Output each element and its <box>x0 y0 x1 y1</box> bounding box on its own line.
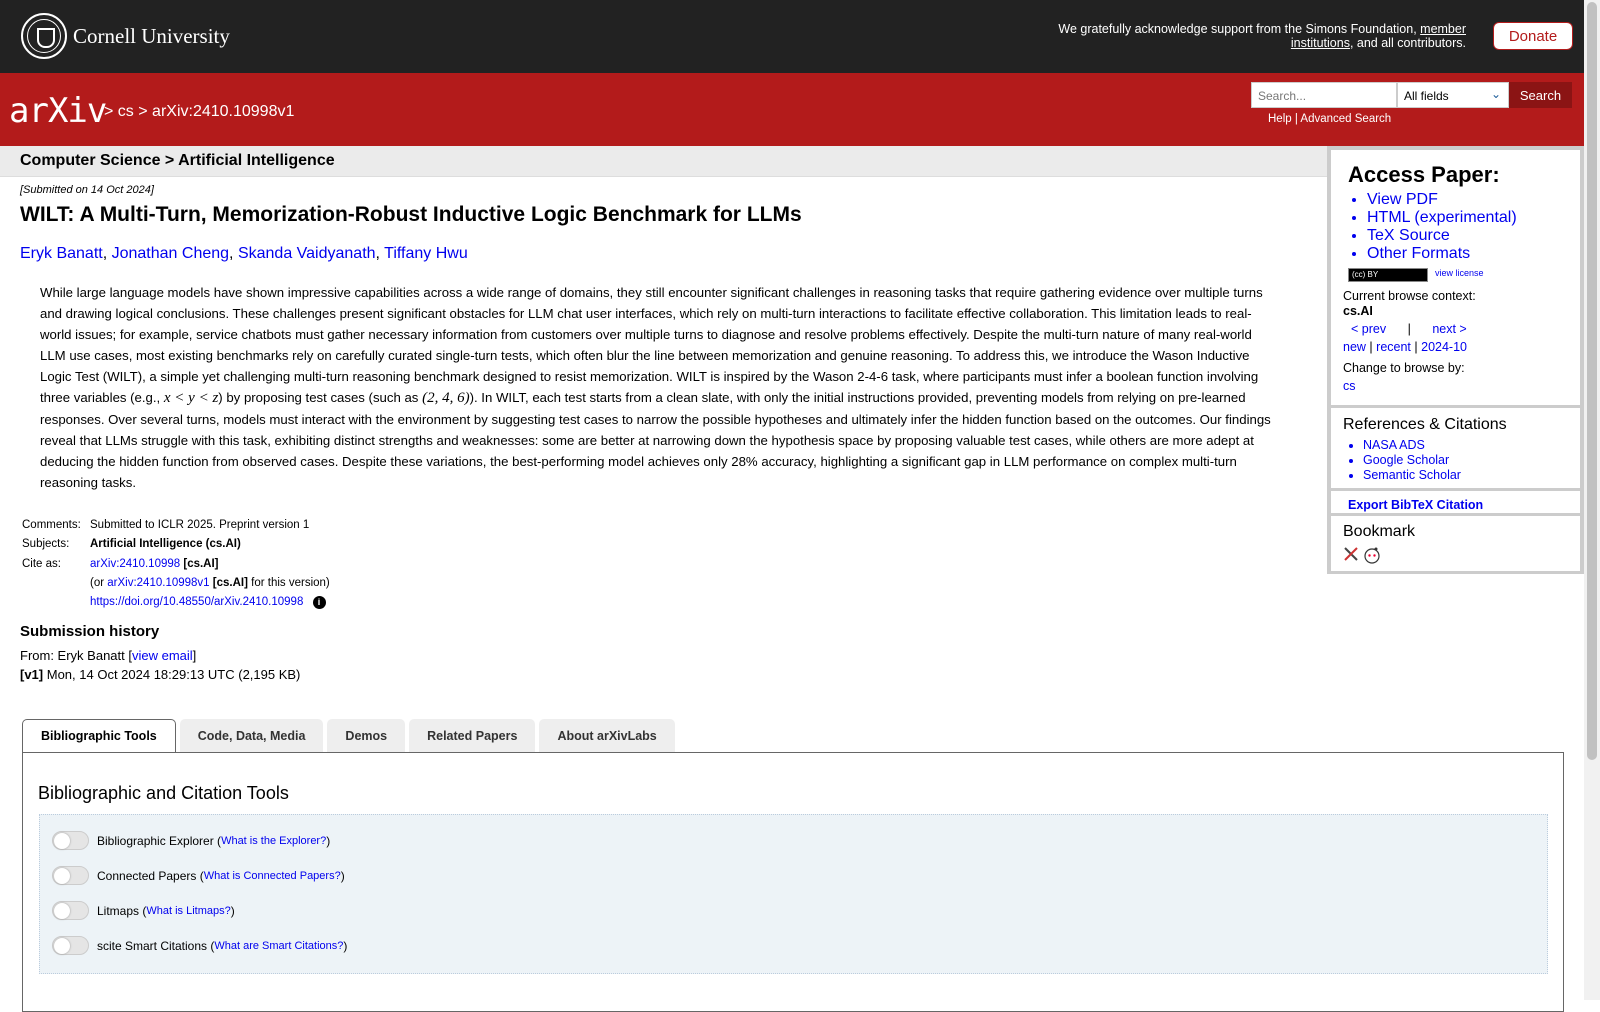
member-institutions-link[interactable]: member institutions <box>1290 22 1466 50</box>
export-bibtex-link[interactable]: Export BibTeX Citation <box>1348 498 1484 512</box>
new-link[interactable]: new <box>1343 340 1366 354</box>
cornell-header <box>0 0 1584 73</box>
prev-link[interactable]: < prev <box>1351 322 1387 336</box>
author-link[interactable]: Jonathan Cheng <box>111 245 230 262</box>
cite-label: Cite as: <box>22 557 61 570</box>
author-link[interactable]: Tiffany Hwu <box>384 245 468 262</box>
tool-help-link[interactable]: What is Litmaps? <box>146 904 231 917</box>
toggle-switch[interactable] <box>52 831 89 850</box>
submitted-date: [Submitted on 14 Oct 2024] <box>20 184 154 196</box>
reddit-icon[interactable] <box>1365 548 1379 564</box>
labs-tabs <box>22 719 679 753</box>
tools-list <box>39 814 1548 974</box>
tab-related-papers[interactable]: Related Papers <box>409 719 535 752</box>
author-list: Eryk Banatt, Jonathan Cheng, Skanda Vaidyanath, Tiffany Hwu <box>20 245 468 262</box>
bibsonomy-icon[interactable] <box>1345 548 1357 560</box>
search-input[interactable]: Search... <box>1251 82 1397 108</box>
bookmark-title: Bookmark <box>1343 523 1416 540</box>
arxiv-logo[interactable]: arXiv <box>9 91 107 131</box>
submission-history-title: Submission history <box>20 623 160 640</box>
tool-scite: scite Smart Citations ( What are Smart Citations? ) <box>52 936 347 955</box>
other-formats-link[interactable]: • Other Formats <box>1367 245 1517 263</box>
version-v1: [v1] Mon, 14 Oct 2024 18:29:13 UTC (2,195 KB) <box>20 667 301 682</box>
comments-value: Submitted to ICLR 2025. Preprint version 1 <box>90 518 310 531</box>
nasa-ads-link[interactable]: • NASA ADS <box>1363 438 1461 453</box>
doi-link[interactable]: https://doi.org/10.48550/arXiv.2410.10998 <box>90 596 304 609</box>
info-icon[interactable]: i <box>313 596 326 609</box>
subject-header <box>0 146 1328 177</box>
author-link[interactable]: Eryk Banatt <box>20 245 103 262</box>
donate-button[interactable]: Donate <box>1493 22 1573 50</box>
references-box <box>1331 408 1580 488</box>
access-paper-box <box>1331 150 1580 287</box>
scrollbar[interactable] <box>1584 0 1600 1000</box>
arxiv-header <box>0 73 1584 146</box>
view-license-link[interactable]: view license <box>1435 268 1484 278</box>
export-box <box>1331 491 1580 513</box>
semantic-scholar-link[interactable]: • Semantic Scholar <box>1363 468 1461 483</box>
cite-version-link[interactable]: arXiv:2410.10998v1 <box>107 577 210 590</box>
tex-source-link[interactable]: • TeX Source <box>1367 227 1517 245</box>
tool-connected-papers: Connected Papers ( What is Connected Papers? ) <box>52 866 345 885</box>
browse-cs-link[interactable]: cs <box>1343 379 1356 393</box>
submission-from: From: Eryk Banatt [view email] <box>20 648 197 663</box>
breadcrumb: > cs > arXiv:2410.10998v1 <box>104 103 295 120</box>
tool-help-link[interactable]: What is Connected Papers? <box>203 869 341 882</box>
author-link[interactable]: Skanda Vaidyanath <box>237 245 376 262</box>
recent-link[interactable]: recent <box>1376 340 1411 354</box>
math-inline: (2, 4, 6) <box>422 390 470 406</box>
references-title: References & Citations <box>1343 416 1507 433</box>
tool-bibliographic-explorer: Bibliographic Explorer ( What is the Explorer? ) <box>52 831 330 850</box>
tab-demos[interactable]: Demos <box>327 719 405 752</box>
browse-context-box: Current browse context: cs.AI < prev | next > new | recent | 2024-10 Change to browse by: cs <box>1331 287 1580 405</box>
cornell-seal-icon <box>21 13 67 59</box>
metadata-table: Comments: Submitted to ICLR 2025. Preprint version 1 Subjects: Artificial Intelligence (cs.AI) Cite as: arXiv:2410.10998 [cs.AI] (or arXiv:2410.10998v1 [cs.AI] for this version) https://doi.org/10.48550/arXiv.2410.10998 i <box>22 518 330 609</box>
abstract: While large language models have shown impressive capabilities across a wide range of domains, they still encounter significant challenges in reasoning tasks that require gathering evidence over multiple turns and drawing logical conclusions. These challenges present significant obstacles for LLM chat user interfaces, which rely on multi-turn interactions to facilitate effective collaboration. This limitation leads to real-world issues; for example, service chatbots must gather necessary information from customers over multiple turns to diagnose and resolve problems effectively. Despite the multi-turn nature of many real-world LLM use cases, most existing benchmarks rely on carefully curated single-turn tests, which often blur the line between memorization and genuine reasoning. To address this, we introduce the Wason Inductive Logic Test (WILT), a simple yet challenging multi-turn reasoning benchmark designed to resist memorization. WILT is inspired by the Wason 2-4-6 task, where participants must infer a boolean function involving three variables (e.g., x < y < z) by proposing test cases (such as (2, 4, 6)). In WILT, each test starts from a clean slate, with only the initial instructions provided, preventing models from relying on pre-learned responses. Over several turns, models must interact with the environment by suggesting test cases to narrow the possible hypotheses and ultimately infer the hidden function based on the outcomes. Our findings reveal that LLMs struggle with this task, exhibiting distinct strengths and weaknesses: some are better at narrowing down the hypothesis space by proposing valuable test cases, while others are more adept at deducing the hidden function from observed cases. Despite these variations, the best-performing model achieves only 28% accuracy, highlighting a significant gap in LLM performance on complex multi-turn reasoning tasks. <box>40 285 1271 490</box>
view-email-link[interactable]: view email <box>131 648 193 663</box>
search-button[interactable]: Search <box>1509 82 1572 108</box>
tool-help-link[interactable]: What is the Explorer? <box>221 834 327 847</box>
math-inline: x < y < z <box>163 390 219 406</box>
toggle-switch[interactable] <box>52 901 89 920</box>
tab-panel <box>22 752 1564 1012</box>
bookmark-icons <box>1343 546 1383 564</box>
tool-litmaps: Litmaps ( What is Litmaps? ) <box>52 901 235 920</box>
search-field-select[interactable]: All fields ⌄ <box>1397 82 1509 108</box>
month-link[interactable]: 2024-10 <box>1421 340 1467 354</box>
toggle-switch[interactable] <box>52 936 89 955</box>
advanced-search-link[interactable]: Advanced Search <box>1300 113 1392 125</box>
paper-title: WILT: A Multi-Turn, Memorization-Robust Inductive Logic Benchmark for LLMs <box>20 203 802 226</box>
google-scholar-link[interactable]: • Google Scholar <box>1363 453 1461 468</box>
cornell-logo[interactable] <box>21 13 230 59</box>
comments-label: Comments: <box>22 518 81 531</box>
view-pdf-link[interactable]: • View PDF <box>1367 191 1517 209</box>
browse-context: cs.AI <box>1343 304 1373 318</box>
breadcrumb-paper-id: arXiv:2410.10998v1 <box>152 103 295 120</box>
access-paper-title: Access Paper: <box>1348 162 1500 187</box>
subject-title: Computer Science > Artificial Intelligence <box>20 152 335 169</box>
html-link[interactable]: • HTML (experimental) <box>1367 209 1517 227</box>
subjects-value: Artificial Intelligence (cs.AI) <box>90 538 241 551</box>
panel-title: Bibliographic and Citation Tools <box>38 783 289 803</box>
cc-license-icon[interactable]: (cc) BY <box>1348 268 1428 282</box>
chevron-down-icon: ⌄ <box>1490 87 1501 101</box>
access-links <box>1367 191 1517 263</box>
tab-code-data-media[interactable]: Code, Data, Media <box>180 719 324 752</box>
help-link[interactable]: Help <box>1268 113 1292 125</box>
subjects-label: Subjects: <box>22 538 70 551</box>
cite-link[interactable]: arXiv:2410.10998 <box>90 557 181 570</box>
tool-help-link[interactable]: What are Smart Citations? <box>214 939 344 952</box>
help-links: Help | Advanced Search <box>1268 113 1392 125</box>
scrollbar-thumb[interactable] <box>1587 2 1597 760</box>
cornell-name: Cornell University <box>73 23 230 48</box>
sidebar <box>1327 146 1584 574</box>
tab-bibliographic-tools[interactable]: Bibliographic Tools <box>22 719 176 753</box>
next-link[interactable]: next > <box>1432 322 1467 336</box>
bookmark-box <box>1331 516 1580 571</box>
breadcrumb-cs[interactable]: cs <box>117 103 134 120</box>
tab-about-arxivlabs[interactable]: About arXivLabs <box>539 719 674 752</box>
toggle-switch[interactable] <box>52 866 89 885</box>
acknowledgement: We gratefully acknowledge support from the Simons Foundation, member institutions, and all contributors. <box>1058 22 1466 50</box>
